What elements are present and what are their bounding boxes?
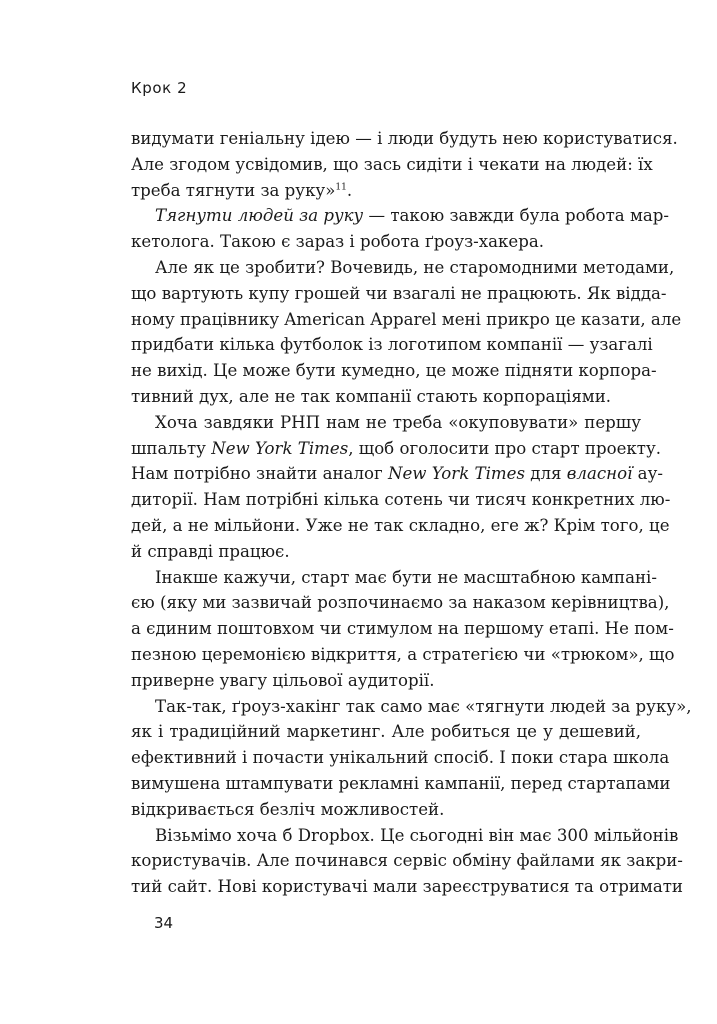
text-line: єю (яку ми зазвичай розпочинаємо за наказом керівництва), <box>131 593 670 613</box>
text-line: не вихід. Це може бути кумедно, це може підняти корпора- <box>131 361 657 381</box>
text-line: Візьмімо хоча б Dropbox. Це сьогодні він має 300 мільйонів <box>155 825 679 845</box>
text-line: Інакше кажучи, старт має бути не масштабною кампані- <box>155 567 657 587</box>
italic-segment: New York Times <box>211 438 349 458</box>
text-segment: Нам потрібно знайти аналог <box>131 464 388 484</box>
text-line: вимушена штампувати рекламні кампанії, перед стартапами <box>131 773 671 793</box>
text-line: диторії. Нам потрібні кілька сотень чи тисяч конкретних лю- <box>131 490 671 510</box>
text-line <box>131 461 663 487</box>
text-line: Так-так, ґроуз-хакінг так само має «тягнути людей за руку», <box>155 696 692 716</box>
text-segment: — такою завжди була робота мар- <box>363 206 670 226</box>
text-line: Хоча завдяки РНП нам не треба «окуповувати» першу <box>155 412 641 432</box>
text-line: а єдиним поштовхом чи стимулом на першому етапі. Не пом- <box>131 619 674 639</box>
page-number: 34 <box>154 914 174 932</box>
text-line <box>131 203 670 229</box>
text-segment: треба тягнути за руку» <box>131 180 336 200</box>
text-line: як і традиційний маркетинг. Але робиться це у дешевий, <box>131 722 641 742</box>
text-segment: шпальту <box>131 438 212 458</box>
text-line: ефективний і почасти унікальний спосіб. І поки стара школа <box>131 748 670 768</box>
text-line: користувачів. Але починався сервіс обміну файлами як закри- <box>131 851 683 871</box>
text-line: тивний дух, але не так компанії стають корпораціями. <box>131 386 612 406</box>
body-text <box>131 126 692 900</box>
text-line: придбати кілька футболок із логотипом компанії — узагалі <box>131 335 653 355</box>
italic-segment: власної <box>566 464 633 484</box>
text-line: тий сайт. Нові користувачі мали зареєструватися та отримати <box>131 877 683 897</box>
text-line: відкривається безліч можливостей. <box>131 799 445 819</box>
italic-segment: Тягнути людей за руку <box>155 206 364 226</box>
running-head: Крок 2 <box>131 79 188 97</box>
text-line: пезною церемонією відкриття, а стратегією чи «трюком», що <box>131 644 675 664</box>
text-line: Але як це зробити? Вочевидь, не старомодними методами, <box>155 257 675 277</box>
text-segment: для <box>524 464 567 484</box>
text-line: дей, а не мільйони. Уже не так складно, еге ж? Крім того, це <box>131 515 670 535</box>
text-segment: ау- <box>632 464 663 484</box>
text-line <box>131 178 641 204</box>
footnote-marker: 11 <box>335 182 347 193</box>
text-line: ному працівнику American Apparel мені прикро це казати, але <box>131 309 682 329</box>
text-line: кетолога. Такою є зараз і робота ґроуз-хакера. <box>131 232 544 252</box>
italic-segment: New York Times <box>387 464 525 484</box>
text-line: приверне увагу цільової аудиторії. <box>131 670 435 690</box>
text-line: Але згодом усвідомив, що зась сидіти і чекати на людей: їх <box>131 154 653 174</box>
text-segment: . <box>346 180 353 200</box>
text-line: що вартують купу грошей чи взагалі не працюють. Як відда- <box>131 283 667 303</box>
text-line <box>131 436 661 462</box>
text-segment: , щоб оголосити про старт проекту. <box>348 438 661 458</box>
text-line: видумати геніальну ідею — і люди будуть нею користуватися. <box>131 129 678 148</box>
text-line: й справді працює. <box>131 541 290 561</box>
